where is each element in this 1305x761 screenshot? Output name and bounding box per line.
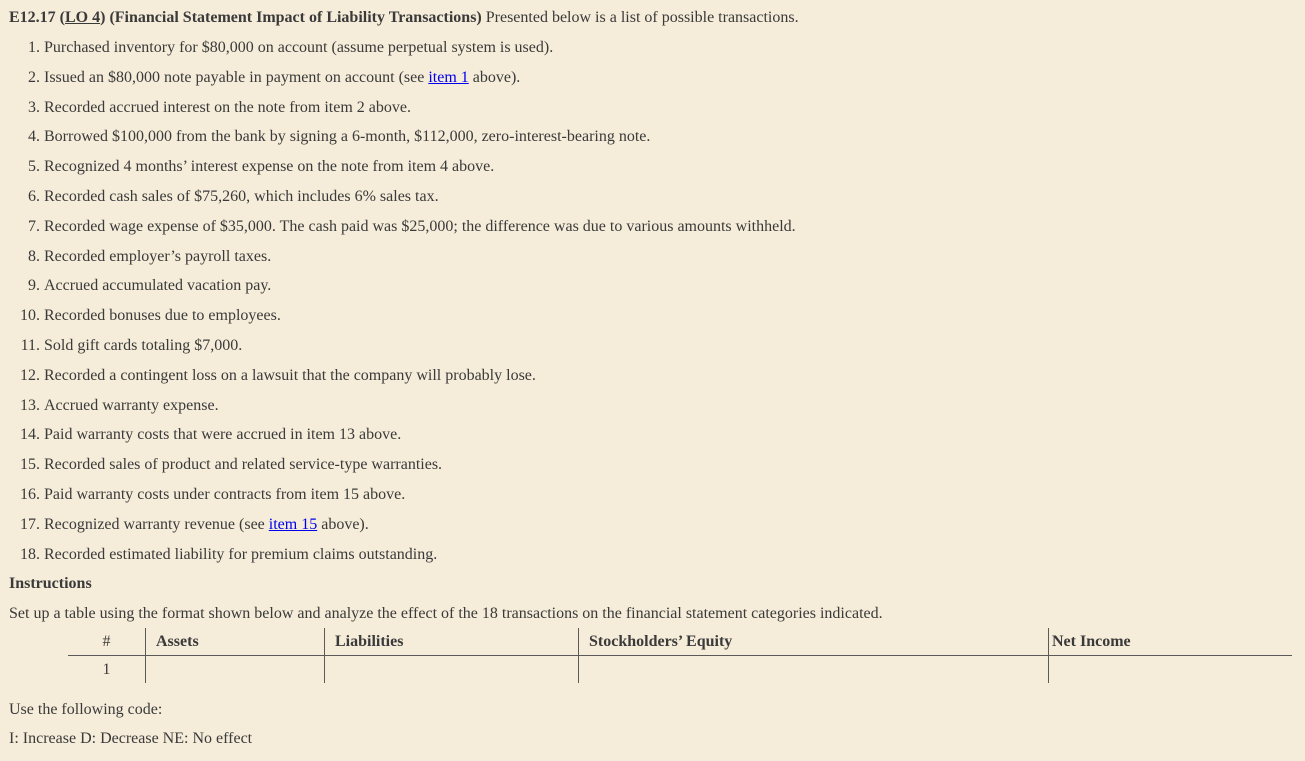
exercise-number: E12.17 [9, 9, 56, 26]
item-number: 17. [20, 515, 40, 533]
item-text: Sold gift cards totaling $7,000. [44, 336, 243, 354]
item-text-after: above). [317, 515, 369, 533]
item-number: 8. [28, 247, 40, 265]
item-number: 3. [28, 98, 40, 116]
item-number: 13. [20, 396, 40, 414]
list-item [9, 453, 1299, 483]
lo-close: ) [100, 9, 106, 26]
item-text: Borrowed $100,000 from the bank by signing a 6-month, $112,000, zero-interest-bearing note. [44, 128, 651, 146]
item-text: Purchased inventory for $80,000 on account (assume perpetual system is used). [44, 39, 554, 56]
list-item [9, 125, 1299, 155]
item-number: 6. [28, 187, 40, 205]
item-cross-reference-link[interactable]: item 15 [268, 515, 318, 533]
item-number: 5. [28, 158, 40, 176]
cell-stockholders-equity [579, 656, 1049, 684]
lo-open: ( [59, 9, 65, 26]
header-stockholders-equity: Stockholders’ Equity [579, 628, 1049, 656]
list-item [9, 364, 1299, 394]
list-item [9, 304, 1299, 334]
list-item [9, 66, 1299, 96]
list-item [9, 513, 1299, 543]
exercise-intro: Presented below is a list of possible transactions. [485, 9, 799, 26]
item-number: 14. [20, 426, 40, 444]
item-number: 4. [28, 128, 40, 146]
item-text: Recorded cash sales of $75,260, which includes 6% sales tax. [44, 187, 439, 205]
item-text: Recognized 4 months’ interest expense on the note from item 4 above. [44, 158, 495, 176]
item-text: Recognized warranty revenue (see [44, 515, 269, 533]
list-item [9, 274, 1299, 304]
item-number: 1. [28, 39, 40, 56]
header-net-income: Net Income [1049, 628, 1293, 656]
cell-assets [146, 656, 325, 684]
item-text: Paid warranty costs that were accrued in item 13 above. [44, 426, 402, 444]
item-number: 2. [28, 68, 40, 86]
list-item [9, 155, 1299, 185]
header-assets: Assets [146, 628, 325, 656]
item-number: 15. [20, 456, 40, 474]
learning-objective-link[interactable]: LO 4 [65, 9, 101, 26]
instructions-text: Set up a table using the format shown below and analyze the effect of the 18 transactions on the financial statement categories indicated. [9, 605, 883, 623]
list-item [9, 185, 1299, 215]
list-item [9, 36, 1299, 66]
table-row [68, 656, 1292, 684]
item-number: 12. [20, 366, 40, 384]
list-item [9, 483, 1299, 513]
header-liabilities: Liabilities [325, 628, 579, 656]
list-item [9, 543, 1299, 573]
item-text-after: above). [468, 68, 521, 86]
exercise-content [9, 6, 1299, 630]
list-item [9, 394, 1299, 424]
item-number: 9. [28, 277, 40, 295]
list-item [9, 215, 1299, 245]
item-text: Recorded sales of product and related service-type warranties. [44, 456, 443, 474]
header-number: # [68, 628, 146, 656]
list-item [9, 245, 1299, 275]
item-text: Accrued warranty expense. [44, 396, 219, 414]
format-table [68, 628, 1292, 683]
item-text: Recorded accrued interest on the note from item 2 above. [44, 98, 411, 116]
exercise-heading [9, 6, 1299, 30]
cell-number: 1 [102, 660, 111, 678]
code-title: Use the following code: [9, 701, 163, 718]
code-legend: I: Increase D: Decrease NE: No effect [9, 730, 253, 747]
item-text: Accrued accumulated vacation pay. [44, 277, 272, 295]
item-text: Recorded employer’s payroll taxes. [44, 247, 272, 265]
item-text: Issued an $80,000 note payable in payment on account (see [44, 68, 429, 86]
item-text: Recorded a contingent loss on a lawsuit that the company will probably lose. [44, 366, 536, 384]
item-text: Paid warranty costs under contracts from item 15 above. [44, 485, 406, 503]
item-text: Recorded estimated liability for premium claims outstanding. [44, 545, 438, 563]
list-item [9, 334, 1299, 364]
item-text: Recorded wage expense of $35,000. The cash paid was $25,000; the difference was due to various amounts withheld. [44, 217, 796, 235]
exercise-title: (Financial Statement Impact of Liability Transactions) [109, 9, 482, 26]
item-number: 16. [20, 485, 40, 503]
list-item [9, 423, 1299, 453]
item-number: 10. [20, 307, 40, 325]
item-cross-reference-link[interactable]: item 1 [428, 68, 469, 86]
item-number: 18. [20, 545, 40, 563]
instructions-heading: Instructions [9, 575, 92, 593]
transaction-list [9, 36, 1299, 572]
cell-liabilities [325, 656, 579, 684]
cell-net-income [1049, 656, 1293, 684]
item-number: 7. [28, 217, 40, 235]
item-text: Recorded bonuses due to employees. [44, 307, 281, 325]
list-item [9, 96, 1299, 126]
item-number: 11. [20, 336, 40, 354]
format-table-header-row [68, 628, 1292, 656]
